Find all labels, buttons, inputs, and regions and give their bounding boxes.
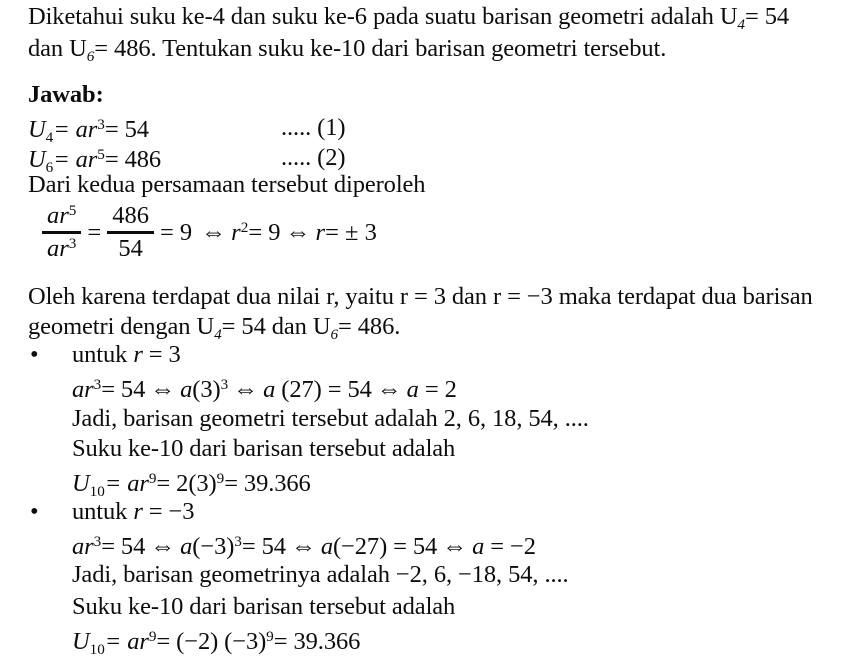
frac-num-base: ar	[47, 202, 69, 229]
case-1-iff-3: ⇔	[376, 375, 402, 403]
case-1-eq-d: a	[406, 375, 419, 403]
eq1-subscript: 4	[45, 128, 54, 146]
case-1-eq-b: a	[180, 375, 193, 403]
case-2-u10-eq1: = ar	[104, 627, 149, 655]
answer-heading: Jawab:	[28, 81, 104, 108]
r-squared-expression	[231, 219, 280, 247]
case-2-eq-c: a	[320, 532, 333, 560]
case-2-eq-c-val: (−27) = 54	[333, 532, 438, 560]
problem-text-2a: dan U	[28, 35, 87, 62]
fraction-left-numerator	[42, 203, 81, 229]
eq2-mid: = ar	[53, 145, 98, 173]
fraction-left-denominator	[42, 236, 81, 262]
case-1-u10-exp: 9	[148, 470, 157, 487]
fraction-equals-9: = 9	[159, 218, 193, 246]
case-2-eq-a-val: = 54	[101, 532, 146, 560]
case-2-u10-result: = 39.366	[273, 627, 361, 655]
case-1-u10-result: = 39.366	[224, 469, 311, 497]
subscript-6: 6	[86, 47, 95, 65]
equation-2-leader: ..... (2)	[281, 144, 346, 171]
case-1-iff-2: ⇔	[233, 375, 259, 403]
case-2-eq-b-val: (−3)	[192, 532, 235, 560]
eq2-subscript: 6	[45, 158, 54, 176]
problem-text-1: Diketahui suku ke-4 dan suku ke-6 pada suatu barisan geometri adalah U	[28, 3, 738, 30]
conclusion-text-a: geometri dengan U	[28, 313, 215, 340]
case-2-heading-val: = −3	[142, 498, 195, 525]
case-2-jadi: Jadi, barisan geometrinya adalah −2, 6, −18, 54, ....	[72, 561, 569, 588]
iff-symbol-1: ⇔	[201, 218, 227, 246]
case-2-u10-exp: 9	[148, 628, 157, 645]
equation-1-leader: ..... (1)	[281, 114, 346, 141]
frac-num-exp: 5	[68, 202, 77, 220]
case-2-bullet: •	[30, 498, 39, 525]
case-1-eq-b-val: (3)	[192, 375, 221, 403]
iff-symbol-2: ⇔	[285, 218, 311, 246]
fraction-equals-1: =	[87, 218, 102, 246]
fraction-left	[42, 203, 81, 262]
eq2-lhs: U	[28, 145, 46, 173]
case-1-suku: Suku ke-10 dari barisan tersebut adalah	[72, 435, 456, 462]
eq1-rhs: = 54	[104, 115, 149, 143]
fraction-right-bar	[107, 231, 154, 234]
case-1-bullet: •	[30, 341, 39, 368]
case-2-eq-b-tail: = 54	[241, 532, 286, 560]
case-1-jadi: Jadi, barisan geometri tersebut adalah 2, 6, 18, 54, ....	[72, 405, 589, 432]
case-1-u10-exp2: 9	[216, 470, 225, 487]
case-1-eq-c-val: (27) = 54	[275, 375, 372, 403]
problem-line-2	[28, 34, 666, 72]
problem-value-1: = 54	[745, 3, 790, 30]
eq1-exponent: 3	[97, 116, 105, 133]
case-1-eq-d-val: = 2	[418, 375, 457, 403]
fraction-left-bar	[42, 231, 81, 234]
case-2-iff-1: ⇔	[150, 532, 176, 560]
case-2-eq-d: a	[472, 532, 485, 560]
case-1-eq-b-exp: 3	[220, 376, 229, 393]
frac-den-exp: 3	[68, 235, 77, 253]
case-1-eq-c: a	[263, 375, 276, 403]
r-exponent: 2	[240, 218, 249, 236]
case-2-eq-b: a	[180, 532, 193, 560]
subscript-4: 4	[737, 15, 746, 33]
fraction-right	[107, 203, 154, 262]
eq2-exponent: 5	[97, 146, 105, 163]
case-2-eq-a: ar	[72, 532, 94, 560]
case-2-iff-3: ⇔	[442, 532, 468, 560]
fraction-right-denominator: 54	[118, 234, 143, 262]
case-1-heading-var: r	[133, 341, 143, 368]
case-1-u10-lhs: U	[72, 469, 90, 497]
case-1-iff-1: ⇔	[150, 375, 176, 403]
case-2-heading-var: r	[133, 498, 143, 525]
fraction-equation	[40, 203, 377, 262]
case-2-heading-text: untuk	[72, 498, 134, 525]
case-2-u10	[72, 622, 360, 665]
conclusion-text-mid: = 54 dan U	[221, 313, 331, 340]
case-1-u10-sub: 10	[89, 482, 105, 500]
case-1-u10-eq1: = ar	[104, 469, 149, 497]
r-squared-value: = 9	[248, 218, 281, 246]
conclusion-sub-4: 4	[214, 325, 222, 343]
conclusion-line-1: Oleh karena terdapat dua nilai r, yaitu r = 3 dan r = −3 maka terdapat dua barisan	[28, 283, 813, 310]
case-2-heading	[72, 497, 194, 527]
case-2-eq-a-exp: 3	[93, 533, 102, 550]
derivation-intro: Dari kedua persamaan tersebut diperoleh	[28, 171, 426, 198]
r-final-expression	[316, 219, 377, 247]
case-2-u10-lhs: U	[72, 627, 90, 655]
case-2-suku: Suku ke-10 dari barisan tersebut adalah	[72, 593, 456, 620]
case-1-equation	[72, 370, 457, 405]
case-1-eq-a-exp: 3	[93, 376, 102, 393]
r-variable-2: r	[315, 218, 326, 246]
conclusion-sub-6: 6	[330, 325, 339, 343]
case-1-eq-a-val: = 54	[101, 375, 146, 403]
case-1-u10-rest: = 2(3)	[156, 469, 217, 497]
r-variable-1: r	[231, 218, 241, 246]
conclusion-text-tail: = 486.	[338, 313, 401, 340]
case-2-equation	[72, 527, 536, 562]
case-1-heading	[72, 340, 181, 370]
case-2-eq-d-val: = −2	[484, 532, 536, 560]
eq2-rhs: = 486	[104, 145, 162, 173]
fraction-right-numerator: 486	[112, 202, 149, 229]
case-1-heading-text: untuk	[72, 341, 134, 368]
eq1-lhs: U	[28, 115, 46, 143]
frac-den-base: ar	[47, 234, 69, 262]
case-1-heading-val: = 3	[142, 341, 181, 368]
case-1-eq-a: ar	[72, 375, 94, 403]
eq1-mid: = ar	[53, 115, 98, 143]
case-2-u10-sub: 10	[89, 640, 105, 658]
case-2-iff-2: ⇔	[290, 532, 316, 560]
r-final-value: = ± 3	[325, 218, 377, 246]
case-2-u10-exp2: 9	[266, 628, 274, 645]
case-2-u10-rest: = (−2) (−3)	[156, 627, 267, 655]
case-2-eq-b-exp: 3	[234, 533, 242, 550]
problem-text-2b: = 486. Tentukan suku ke-10 dari barisan geometri tersebut.	[94, 35, 667, 62]
